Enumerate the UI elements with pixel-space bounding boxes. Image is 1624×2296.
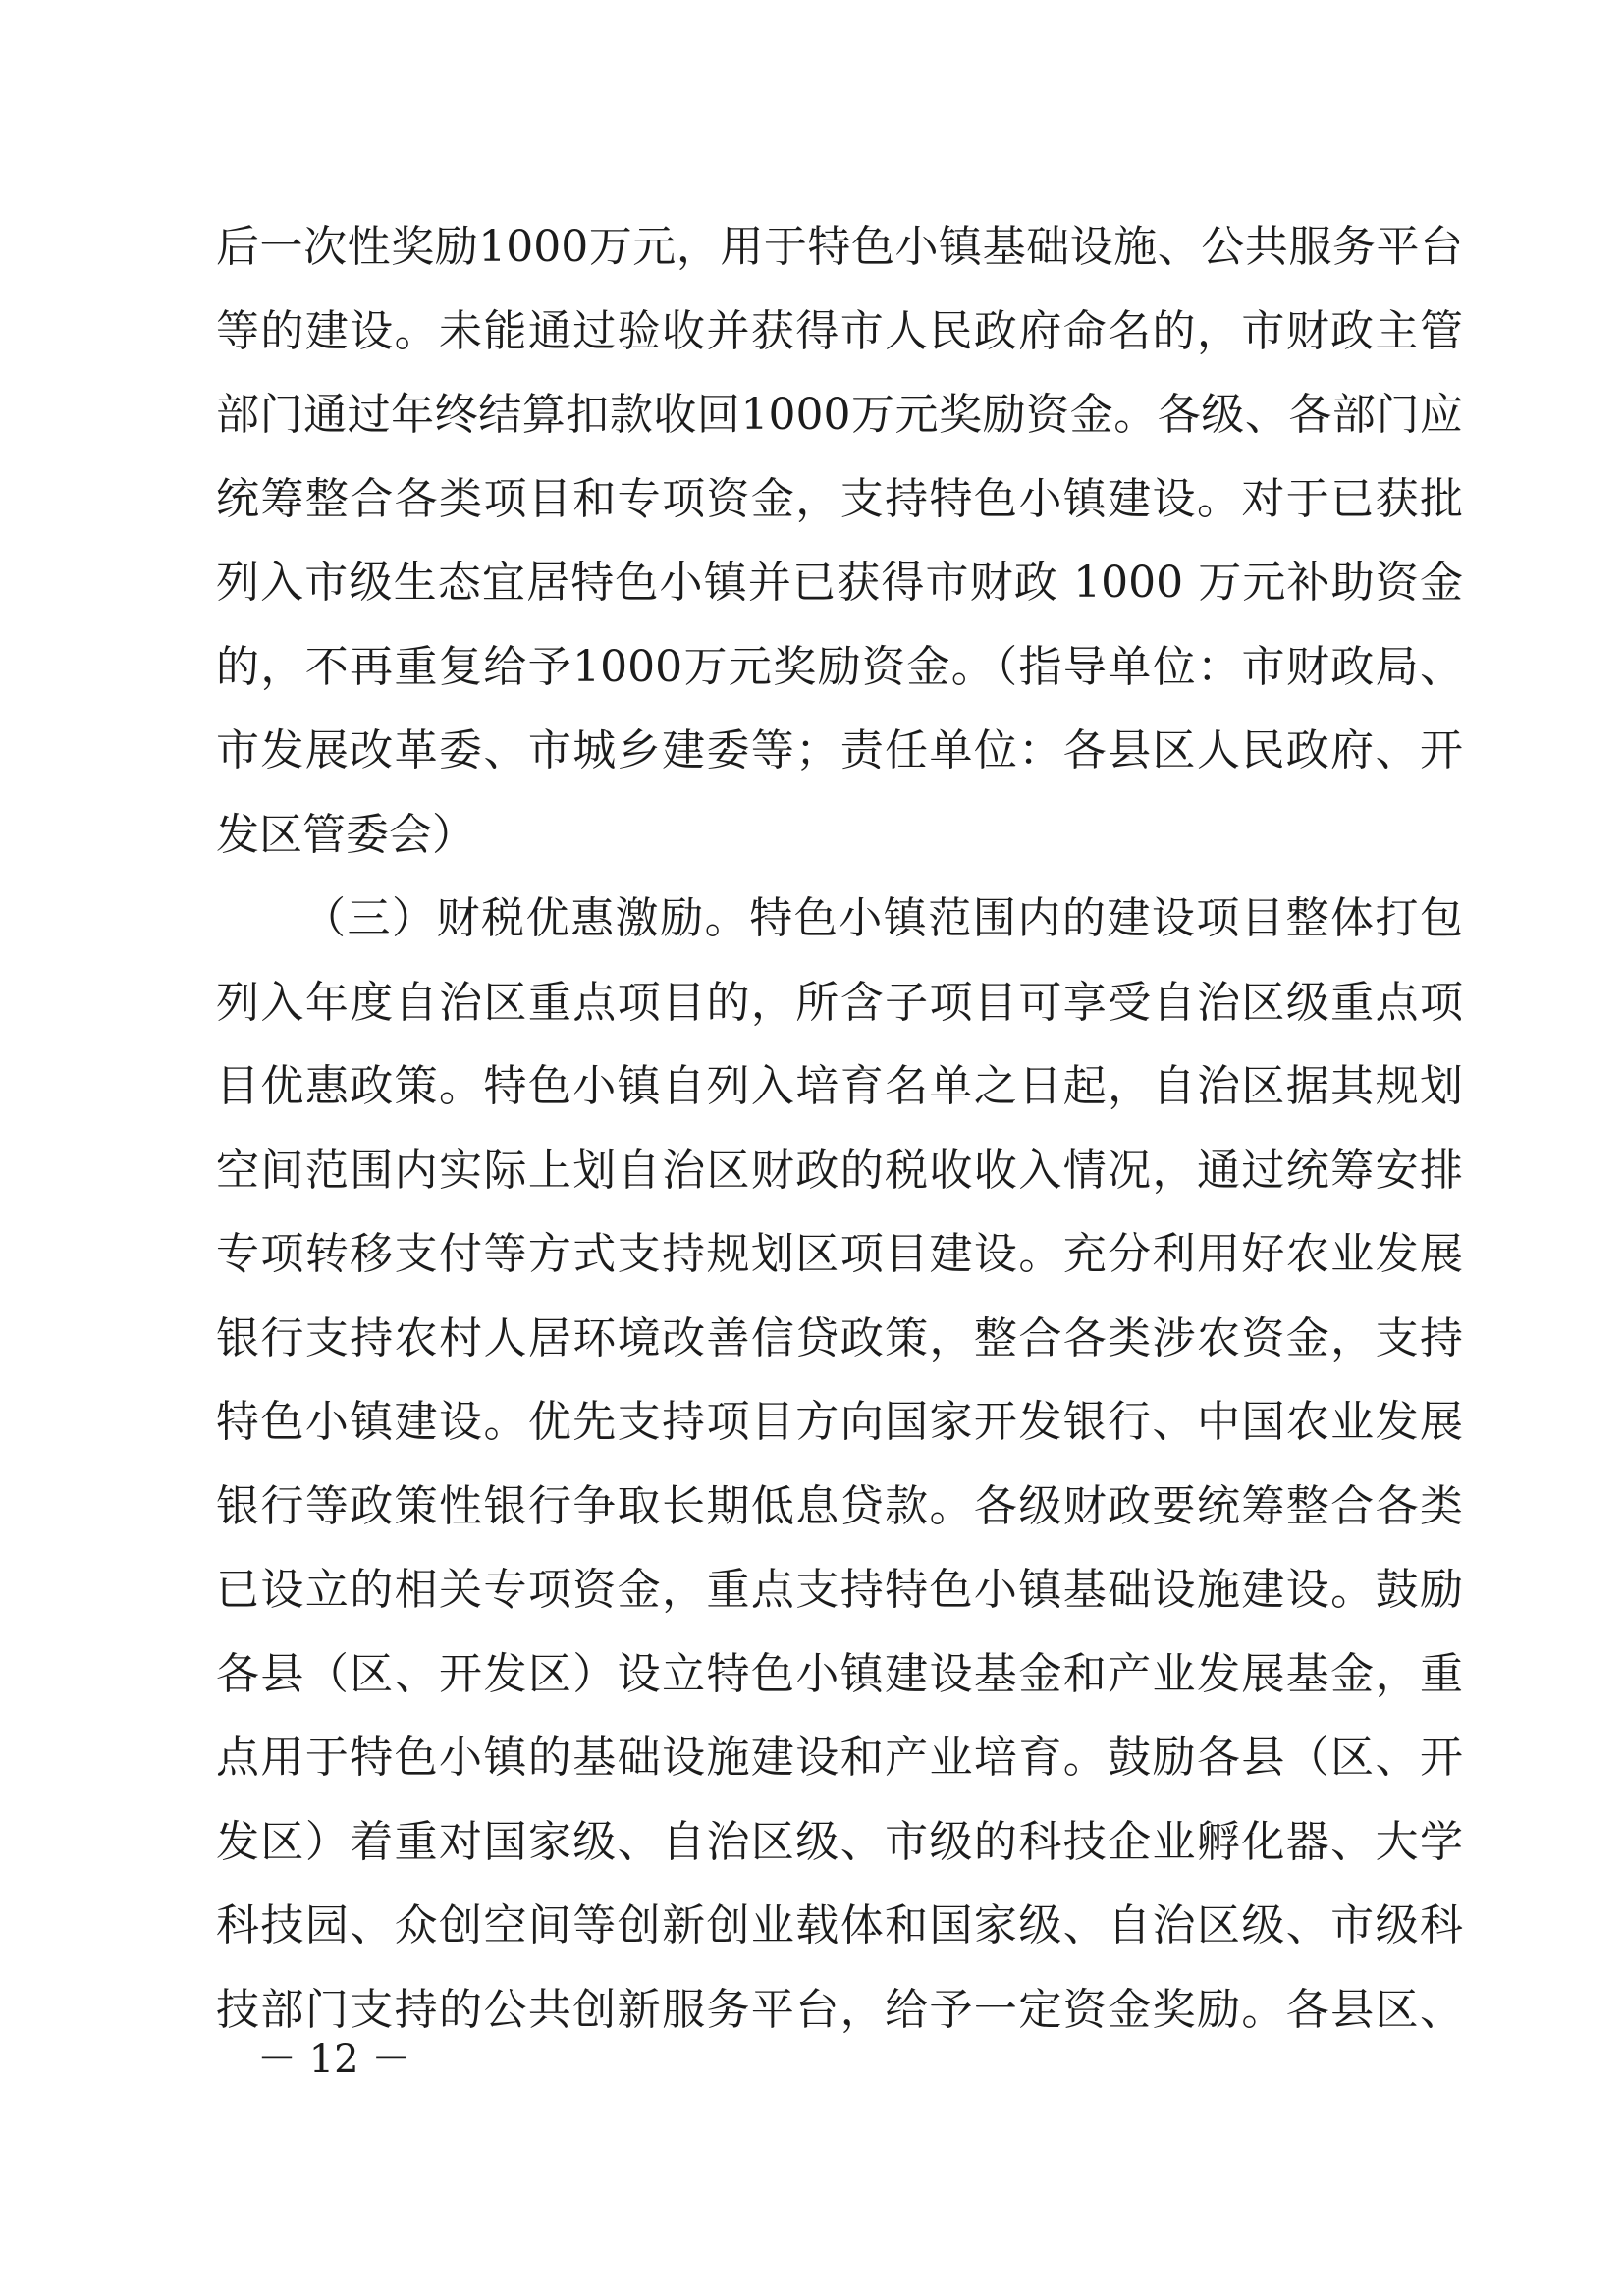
text-line: 专项转移支付等方式支持规划区项目建设。充分利用好农业发展	[216, 1229, 1463, 1279]
text-line: 银行支持农村人居环境改善信贷政策，整合各类涉农资金，支持	[216, 1312, 1463, 1363]
text-line: 发区管委会）	[216, 809, 475, 860]
text-line: 已设立的相关专项资金，重点支持特色小镇基础设施建设。鼓励	[216, 1565, 1463, 1615]
text-line: 特色小镇建设。优先支持项目方向国家开发银行、中国农业发展	[216, 1397, 1463, 1447]
body-text	[216, 205, 1463, 2052]
text-line: 空间范围内实际上划自治区财政的税收收入情况，通过统筹安排	[216, 1145, 1463, 1196]
text-line: 列入市级生态宜居特色小镇并已获得市财政 1000 万元补助资金	[216, 558, 1463, 608]
text-line: 发区）着重对国家级、自治区级、市级的科技企业孵化器、大学	[216, 1816, 1463, 1867]
page-number: － 12 －	[257, 2037, 411, 2082]
text-line: 后一次性奖励1000万元，用于特色小镇基础设施、公共服务平台	[216, 222, 1463, 272]
text-line: 各县（区、开发区）设立特色小镇建设基金和产业发展基金，重	[216, 1648, 1463, 1699]
text-line: 的，不再重复给予1000万元奖励资金。（指导单位：市财政局、	[216, 641, 1463, 692]
text-line: 银行等政策性银行争取长期低息贷款。各级财政要统筹整合各类	[216, 1480, 1463, 1531]
text-line: （三）财税优惠激励。特色小镇范围内的建设项目整体打包	[302, 893, 1463, 943]
text-line: 等的建设。未能通过验收并获得市人民政府命名的，市财政主管	[216, 305, 1463, 356]
text-line: 科技园、众创空间等创新创业载体和国家级、自治区级、市级科	[216, 1900, 1463, 1950]
text-line: 目优惠政策。特色小镇自列入培育名单之日起，自治区据其规划	[216, 1061, 1463, 1111]
text-line: 点用于特色小镇的基础设施建设和产业培育。鼓励各县（区、开	[216, 1733, 1463, 1783]
text-line: 市发展改革委、市城乡建委等；责任单位：各县区人民政府、开	[216, 725, 1463, 775]
text-line: 统筹整合各类项目和专项资金，支持特色小镇建设。对于已获批	[216, 473, 1463, 524]
text-line: 部门通过年终结算扣款收回1000万元奖励资金。各级、各部门应	[216, 390, 1463, 440]
text-line: 列入年度自治区重点项目的，所含子项目可享受自治区级重点项	[216, 977, 1463, 1028]
text-line: 技部门支持的公共创新服务平台，给予一定资金奖励。各县区、	[216, 1984, 1463, 2035]
